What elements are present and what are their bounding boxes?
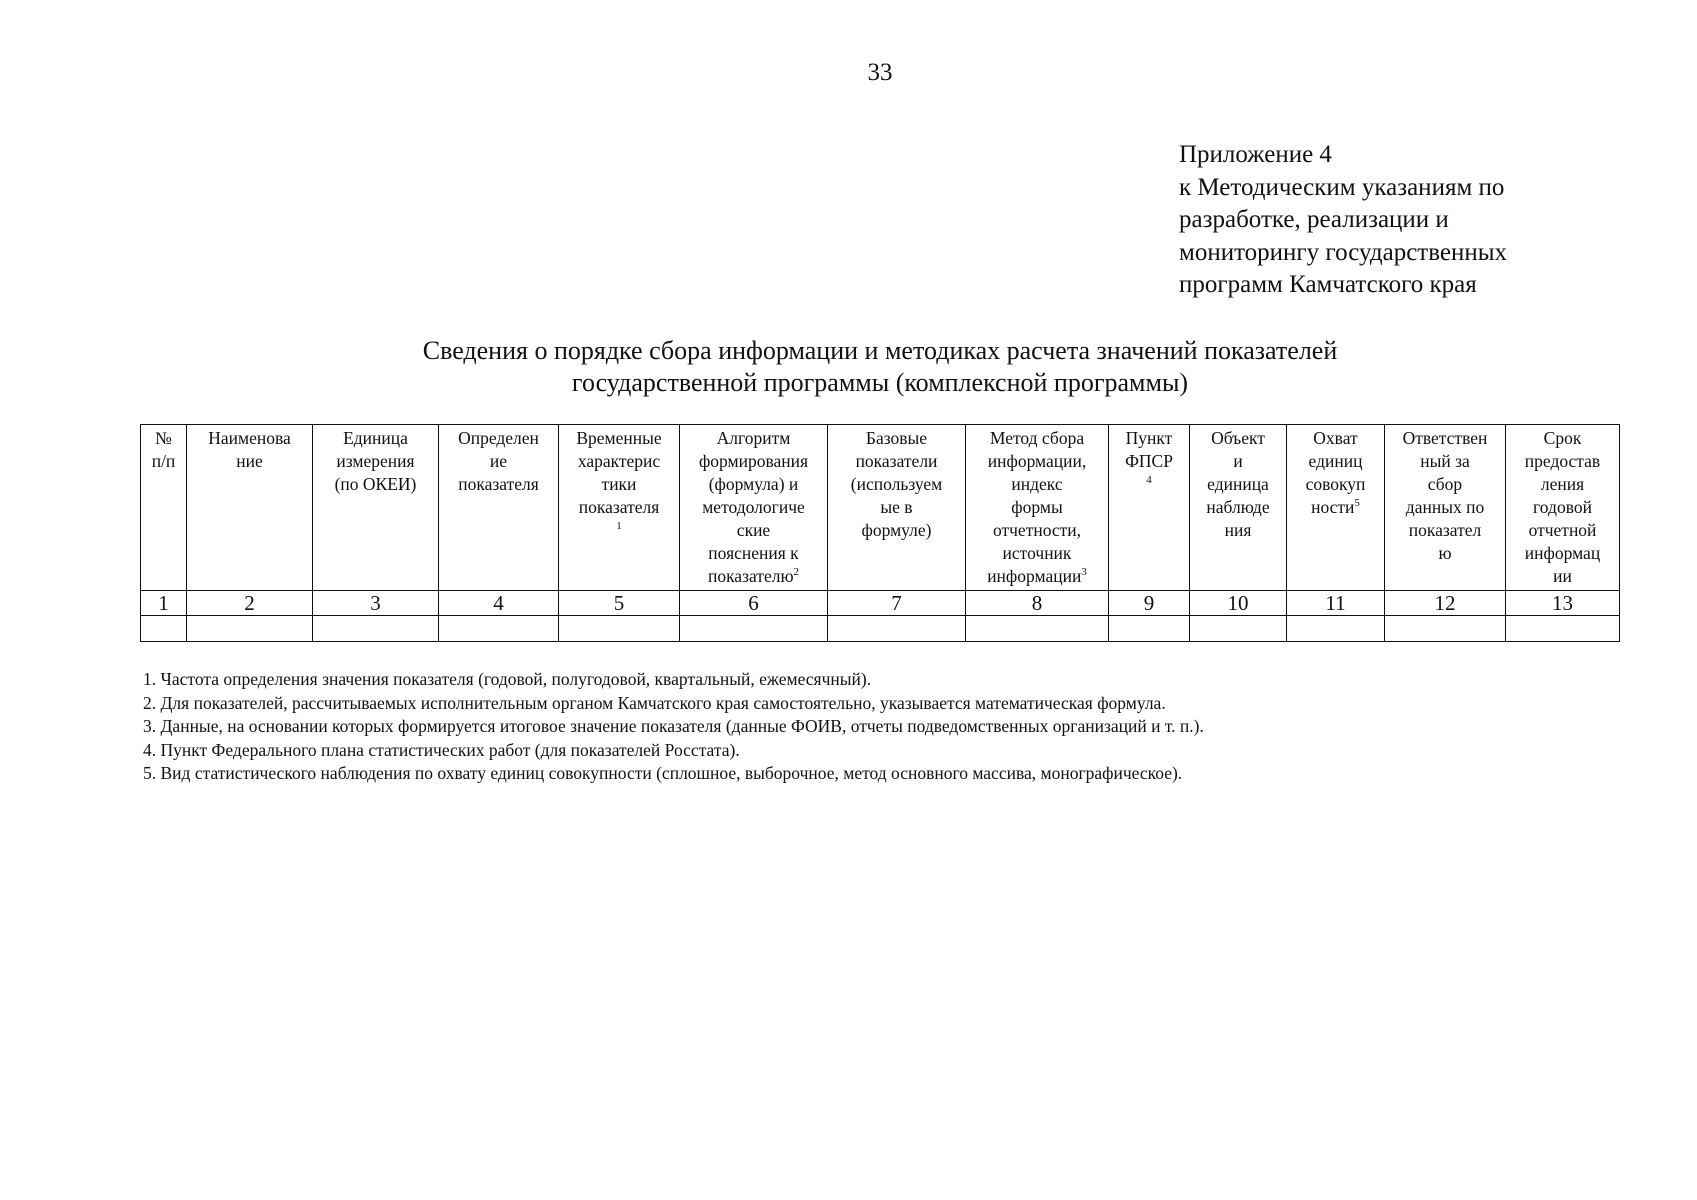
column-number-cell: 10	[1190, 591, 1287, 616]
empty-cell	[439, 616, 559, 642]
empty-cell	[1287, 616, 1385, 642]
appendix-reference	[1179, 139, 1507, 302]
column-number-cell: 11	[1287, 591, 1385, 616]
header-cell-name: Наименова ние	[187, 425, 313, 591]
column-number-cell: 3	[313, 591, 439, 616]
title-line: государственной программы (комплексной программы)	[571, 368, 1189, 397]
header-cell-unit: Единица измерения (по ОКЕИ)	[313, 425, 439, 591]
empty-cell	[1506, 616, 1620, 642]
appendix-line: программ Камчатского края	[1179, 271, 1477, 298]
footnote: 1. Частота определения значения показателя (годовой, полугодовой, квартальный, ежемесячный).	[143, 669, 872, 689]
column-number-cell: 8	[966, 591, 1109, 616]
document-title	[0, 335, 1697, 399]
column-number-cell: 7	[828, 591, 966, 616]
title-line: Сведения о порядке сбора информации и методиках расчета значений показателей	[422, 336, 1338, 365]
header-cell-number: № п/п	[141, 425, 187, 591]
column-number-cell: 2	[187, 591, 313, 616]
footnote-mark: 1	[616, 520, 622, 532]
header-cell-definition: Определен ие показателя	[439, 425, 559, 591]
header-cell-fpsr-item: Пункт ФПСР 4	[1109, 425, 1190, 591]
footnote: 2. Для показателей, рассчитываемых исполнительным органом Камчатского края самостоятельно, указывается математическая формула.	[143, 692, 1166, 713]
empty-cell	[559, 616, 680, 642]
empty-cell	[680, 616, 828, 642]
column-number-cell: 4	[439, 591, 559, 616]
empty-cell	[1190, 616, 1287, 642]
footnote: 3. Данные, на основании которых формируется итоговое значение показателя (данные ФОИВ, отчеты подведомственных организаций и т. п.).	[143, 716, 1204, 736]
header-cell-time-characteristics: Временные характерис тики показателя 1	[559, 425, 680, 591]
appendix-line: к Методическим указаниям по	[1179, 173, 1505, 201]
column-number-cell: 9	[1109, 591, 1190, 616]
column-number-cell: 13	[1506, 591, 1620, 616]
indicators-table	[140, 424, 1620, 642]
column-number-cell: 12	[1385, 591, 1506, 616]
column-number-cell: 1	[141, 591, 187, 616]
empty-cell	[1385, 616, 1506, 642]
column-number-cell: 5	[559, 591, 680, 616]
header-cell-coverage: Охват единиц совокуп ности$^5$	[1287, 425, 1385, 591]
page-number: 33	[867, 59, 893, 86]
header-cell-algorithm: Алгоритм формирования (формула) и методологиче ские пояснения к показателю$^2$	[680, 425, 828, 591]
footnotes	[143, 668, 1204, 786]
header-cell-observation-object: Объект и единица наблюде ния	[1190, 425, 1287, 591]
header-cell-collection-method: Метод сбора информации, индекс формы отчетности, источник информации$^3$	[966, 425, 1109, 591]
appendix-line: мониторингу государственных	[1179, 238, 1508, 266]
empty-cell	[187, 616, 313, 642]
empty-cell	[966, 616, 1109, 642]
empty-cell	[141, 616, 187, 642]
appendix-line: разработке, реализации и	[1179, 206, 1449, 233]
empty-cell	[828, 616, 966, 642]
footnote-mark: 4	[1146, 474, 1152, 486]
footnote: 5. Вид статистического наблюдения по охвату единиц совокупности (сплошное, выборочное, метод основного массива, монографическое).	[143, 763, 1183, 783]
header-cell-base-indicators: Базовые показатели (используем ые в формуле)	[828, 425, 966, 591]
header-cell-deadline: Срок предостав ления годовой отчетной информац ии	[1506, 425, 1620, 591]
column-number-cell: 6	[680, 591, 828, 616]
empty-cell	[313, 616, 439, 642]
table-empty-row	[141, 616, 1620, 642]
footnote: 4. Пункт Федерального плана статистических работ (для показателей Росстата).	[143, 739, 740, 760]
appendix-line: Приложение 4	[1179, 141, 1332, 168]
table-column-numbers-row	[141, 591, 1620, 616]
footnote-mark: 2	[793, 566, 800, 579]
empty-cell	[1109, 616, 1190, 642]
table-header-row	[141, 425, 1620, 591]
footnote-mark: 5	[1354, 497, 1360, 510]
header-cell-responsible: Ответствен ный за сбор данных по показател ю	[1385, 425, 1506, 591]
footnote-mark: 3	[1081, 566, 1087, 579]
